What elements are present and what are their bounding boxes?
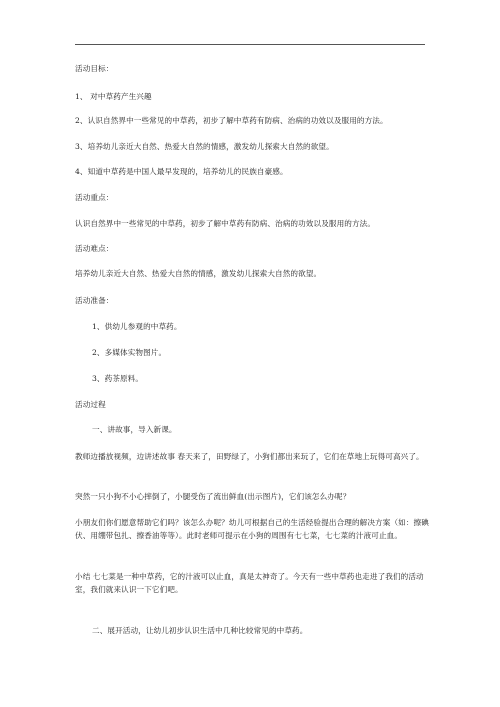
help-paragraph: 小朋友们你们愿意帮助它们吗？该怎么办呢？幼儿可根据自己的生活经验提出合理的解决方案（如：擦碘伏、用绷带包扎、擦香油等等）。此时老师可提示在小狗的周围有七七菜，七七菜的汁液可止血。 — [75, 518, 429, 540]
preparation-item: 1、供幼儿参观的中草药。 — [92, 322, 182, 331]
objective-item: 2、认识自然界中一些常见的中草药，初步了解中草药有防病、治病的功效以及服用的方法。 — [75, 116, 388, 125]
summary-paragraph: 小结 七七菜是一种中草药，它的汁液可以止血，真是太神奇了。今天有一些中草药也走进了我们的活动室，我们就来认识一下它们吧。 — [75, 572, 424, 594]
objectives-heading: 活动目标： — [75, 64, 114, 73]
objective-item: 4、知道中草药是中国人最早发现的，培养幼儿的民族自豪感。 — [75, 167, 288, 176]
objective-item: 3、培养幼儿亲近大自然、热爱大自然的情感，激发幼儿探索大自然的欲望。 — [75, 142, 334, 151]
step-one-title: 一、讲故事，导入新课。 — [92, 425, 177, 434]
preparation-item: 2、多媒体实物图片。 — [92, 348, 167, 357]
process-heading: 活动过程 — [75, 400, 106, 409]
objective-item: 1、 对中草药产生兴趣 — [75, 92, 152, 101]
story-paragraph: 教师边播放视频，边讲述故事 春天来了，田野绿了，小狗们都出来玩了，它们在草地上玩得可高兴了。 — [75, 452, 424, 461]
key-point-text: 认识自然界中一些常见的中草药，初步了解中草药有防病、治病的功效以及服用的方法。 — [75, 219, 376, 228]
difficulty-text: 培养幼儿亲近大自然、热爱大自然的情感，激发幼儿探索大自然的欲望。 — [75, 269, 322, 278]
preparation-item: 3、药茶原料。 — [92, 374, 144, 383]
preparation-heading: 活动准备： — [75, 296, 114, 305]
injury-paragraph: 突然一只小狗不小心摔倒了，小腿受伤了流出鲜血(出示图片)，它们该怎么办呢？ — [75, 492, 351, 501]
difficulty-heading: 活动难点： — [75, 244, 114, 253]
header-rule — [75, 44, 425, 45]
key-point-heading: 活动重点： — [75, 193, 114, 202]
step-two-title: 二、展开活动，让幼儿初步认识生活中几种比较常见的中草药。 — [92, 626, 308, 635]
